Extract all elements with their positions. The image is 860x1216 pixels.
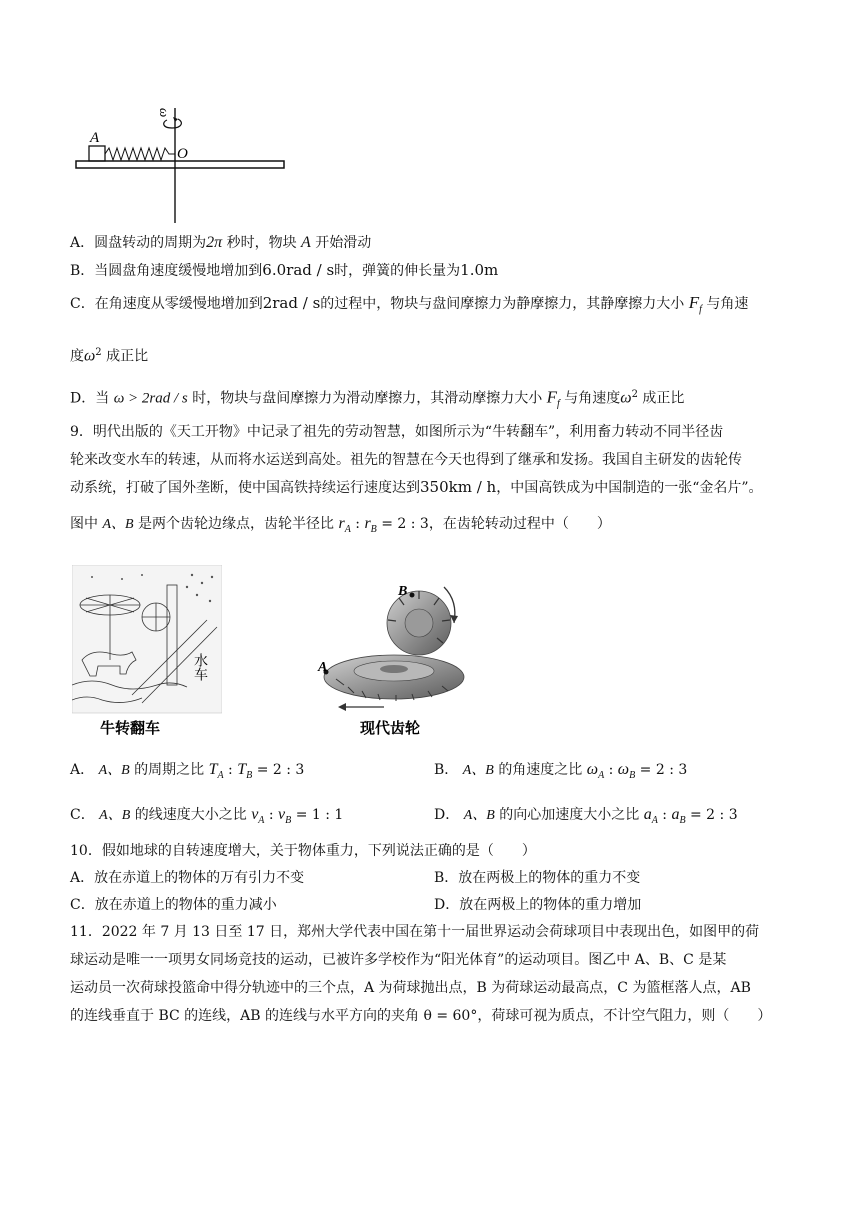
q9-option-d: D． A、B 的向心加速度大小之比 $a_A$ : $a_B = 2$ : 3	[434, 806, 738, 826]
label-omega: ω	[157, 108, 172, 118]
q8-option-d: D．当 ω > 2rad / s 时，物块与盘间摩擦力为滑动摩擦力，其滑动摩擦力大小 $F_f$ 与角速度$\omega^2$ 成正比	[70, 387, 685, 410]
bevel-gears-caption: 现代齿轮	[360, 719, 421, 737]
q8-option-c: C．在角速度从零缓慢地增加到2rad / s的过程中，物块与盘间摩擦力为静摩擦力，其静摩擦力大小 $F_f$ 与角速	[70, 293, 749, 315]
large-gear	[324, 655, 464, 701]
waterwheel-label: 水车	[192, 653, 208, 681]
q9-option-b: B． A、B 的角速度之比 $\omega_A$ : $\omega_B = 2$ : 3	[434, 761, 688, 781]
q8-option-c-cont: 度$\omega^2$ 成正比	[70, 347, 149, 365]
q11-line-2: 球运动是唯一一项男女同场竞技的运动，已被许多学校作为“阳光体育”的运动项目。图乙中 A、B、C 是某	[70, 952, 727, 968]
bevel-gears-image	[316, 575, 466, 740]
q10-stem: 10．假如地球的自转速度增大，关于物体重力，下列说法正确的是（ ）	[70, 843, 536, 859]
q11-line-1: 11．2022 年 7 月 13 日至 17 日，郑州大学代表中国在第十一届世界运动会荷球项目中表现出色，如图甲的荷	[70, 924, 760, 940]
q9-line-2: 轮来改变水车的转速，从而将水运送到高处。祖先的智慧在今天也得到了继承和发扬。我国自主研发的齿轮传	[70, 452, 742, 468]
ox-waterwheel-image	[72, 565, 222, 740]
disc-spring-figure	[72, 98, 292, 228]
ox-waterwheel-caption: 牛转翻车	[100, 719, 161, 737]
small-gear	[387, 591, 451, 655]
q8-option-b: B．当圆盘角速度缓慢地增加到6.0rad / s时，弹簧的伸长量为1.0m	[70, 261, 499, 279]
q9-line-4: 图中 A、B 是两个齿轮边缘点，齿轮半径比 $r_A$ : $r_B = 2$ : 3，在齿轮转动过程中（ ）	[70, 515, 611, 535]
q10-option-a: A．放在赤道上的物体的万有引力不变	[70, 870, 305, 886]
q9-line-1: 9．明代出版的《天工开物》中记录了祖先的劳动智慧，如图所示为“牛转翻车”，利用畜力转动不同半径齿	[70, 424, 724, 440]
label-o: O	[177, 146, 188, 162]
gear-label-b: B	[398, 584, 408, 599]
q10-option-b: B．放在两极上的物体的重力不变	[434, 870, 641, 886]
q10-option-c: C．放在赤道上的物体的重力减小	[70, 897, 277, 913]
q9-line-3: 动系统，打破了国外垄断，使中国高铁持续运行速度达到350km / h，中国高铁成为中国制造的一张“金名片”。	[70, 478, 763, 496]
label-a: A	[90, 130, 100, 146]
q11-line-3: 运动员一次荷球投篮命中得分轨迹中的三个点，A 为荷球抛出点，B 为荷球运动最高点，C 为篮框落人点，AB	[70, 980, 751, 996]
q9-option-a: A． A、B 的周期之比 $T_A$ : $T_B = 2$ : 3	[70, 761, 305, 781]
q9-option-c: C． A、B 的线速度大小之比 $v_A$ : $v_B = 1$ : 1	[70, 806, 344, 826]
gear-label-a: A	[318, 660, 328, 675]
q11-line-4: 的连线垂直于 BC 的连线，AB 的连线与水平方向的夹角 θ = 60°，荷球可视为质点，不计空气阻力，则（ ）	[70, 1008, 772, 1024]
q8-option-a: A．圆盘转动的周期为2π 秒时，物块 A 开始滑动	[70, 234, 372, 251]
q10-option-d: D．放在两极上的物体的重力增加	[434, 897, 642, 913]
